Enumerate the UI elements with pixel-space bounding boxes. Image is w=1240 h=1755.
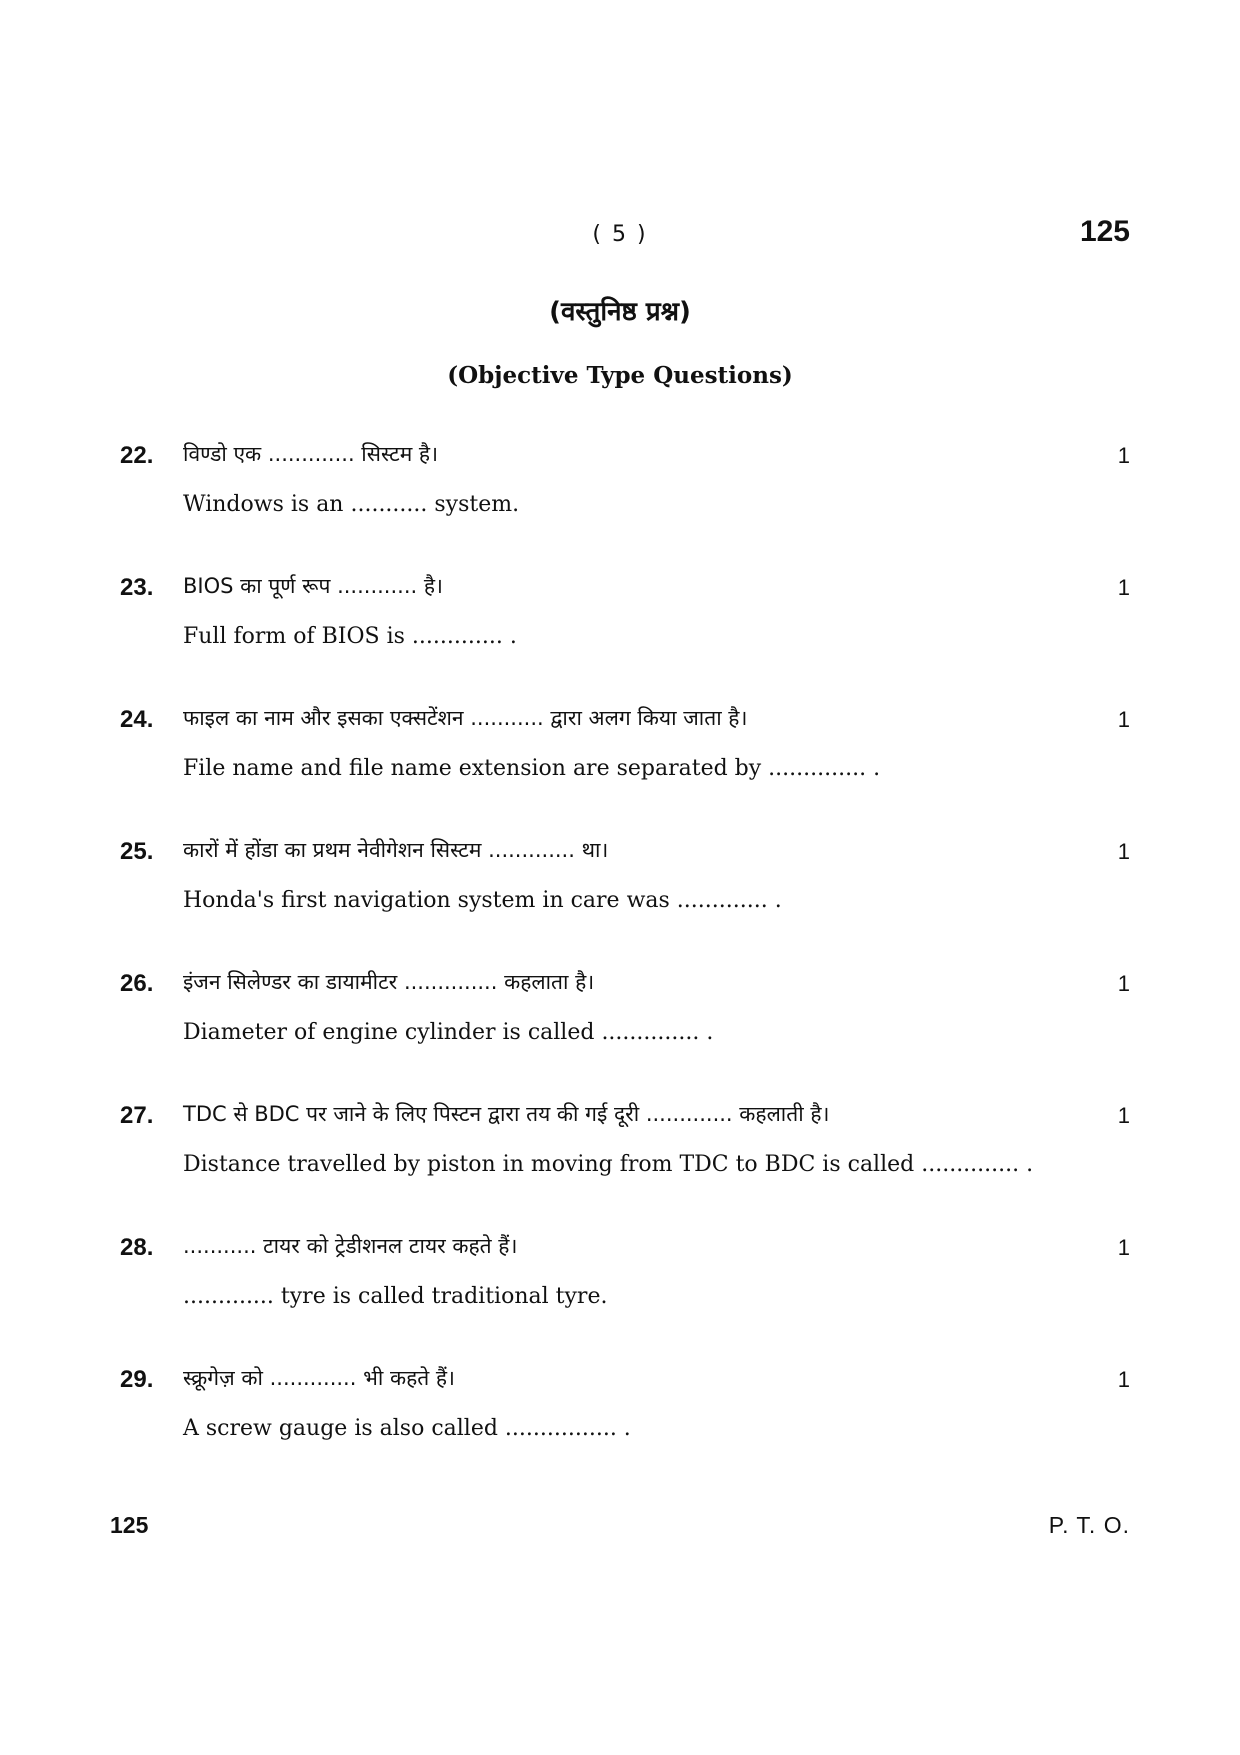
question-text-english: Diameter of engine cylinder is called .............. . bbox=[183, 1020, 714, 1045]
question-text-english: ............. tyre is called traditional tyre. bbox=[183, 1284, 608, 1309]
question-marks: 1 bbox=[1117, 1103, 1130, 1128]
question-text-hindi: TDC से BDC पर जाने के लिए पिस्टन द्वारा तय की गई दूरी ............. कहलाती है। bbox=[183, 1102, 830, 1126]
question-24 bbox=[0, 704, 1240, 814]
pto-label: P. T. O. bbox=[1048, 1512, 1130, 1538]
question-28 bbox=[0, 1232, 1240, 1342]
question-marks: 1 bbox=[1117, 1235, 1130, 1260]
question-number: 22. bbox=[120, 442, 154, 469]
question-number: 26. bbox=[120, 970, 154, 997]
question-number: 29. bbox=[120, 1366, 154, 1393]
question-number: 24. bbox=[120, 706, 154, 733]
page-number: ( 5 ) bbox=[592, 222, 648, 247]
question-marks: 1 bbox=[1117, 575, 1130, 600]
question-25 bbox=[0, 836, 1240, 946]
section-title-english: (Objective Type Questions) bbox=[447, 362, 793, 389]
section-title-hindi: (वस्तुनिष्ठ प्रश्न) bbox=[549, 297, 691, 327]
question-text-hindi: कारों में होंडा का प्रथम नेवीगेशन सिस्टम ............. था। bbox=[183, 838, 609, 862]
question-marks: 1 bbox=[1117, 839, 1130, 864]
question-text-hindi: ........... टायर को ट्रेडीशनल टायर कहते हैं। bbox=[183, 1234, 518, 1258]
question-number: 23. bbox=[120, 574, 154, 601]
question-text-english: Windows is an ........... system. bbox=[183, 492, 520, 517]
question-text-hindi: इंजन सिलेण्डर का डायामीटर .............. कहलाता है। bbox=[183, 970, 595, 994]
question-marks: 1 bbox=[1117, 971, 1130, 996]
question-text-english: Full form of BIOS is ............. . bbox=[183, 624, 517, 649]
question-text-hindi: स्क्रूगेज़ को ............. भी कहते हैं। bbox=[183, 1366, 455, 1390]
question-22 bbox=[0, 440, 1240, 550]
question-number: 28. bbox=[120, 1234, 154, 1261]
question-text-hindi: फाइल का नाम और इसका एक्सटेंशन ........... द्वारा अलग किया जाता है। bbox=[183, 706, 748, 730]
question-number: 25. bbox=[120, 838, 154, 865]
question-text-hindi: BIOS का पूर्ण रूप ............ है। bbox=[183, 574, 443, 598]
question-text-english: Distance travelled by piston in moving from TDC to BDC is called .............. . bbox=[183, 1152, 1034, 1177]
paper-code-footer: 125 bbox=[110, 1512, 149, 1538]
question-text-english: File name and file name extension are separated by .............. . bbox=[183, 756, 881, 781]
question-number: 27. bbox=[120, 1102, 154, 1129]
question-marks: 1 bbox=[1117, 707, 1130, 732]
question-text-english: A screw gauge is also called ................ . bbox=[183, 1416, 631, 1441]
paper-code-header: 125 bbox=[1079, 215, 1130, 248]
question-29 bbox=[0, 1364, 1240, 1474]
question-marks: 1 bbox=[1117, 443, 1130, 468]
question-26 bbox=[0, 968, 1240, 1078]
question-marks: 1 bbox=[1117, 1367, 1130, 1392]
question-27 bbox=[0, 1100, 1240, 1210]
question-23 bbox=[0, 572, 1240, 682]
question-text-english: Honda's first navigation system in care was ............. . bbox=[183, 888, 782, 913]
question-text-hindi: विण्डो एक ............. सिस्टम है। bbox=[183, 442, 439, 466]
